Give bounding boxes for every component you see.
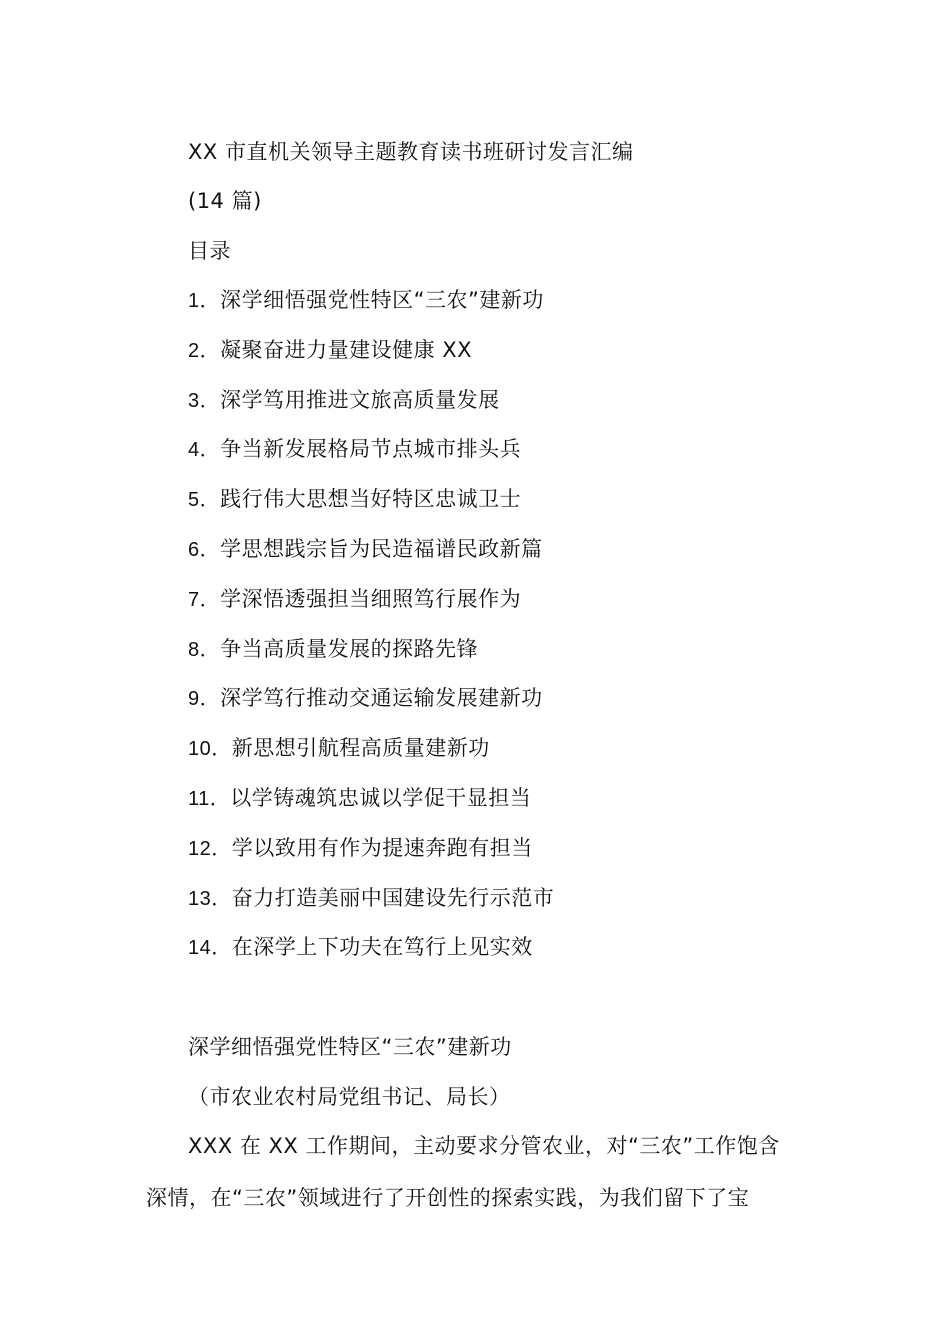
document-title: XX 市直机关领导主题教育读书班研讨发言汇编	[188, 140, 634, 164]
toc-item-text: 凝聚奋进力量建设健康 XX	[220, 337, 473, 362]
toc-item-number: 5．	[188, 489, 221, 512]
article-title: 深学细悟强党性特区“三农”建新功	[188, 1035, 512, 1059]
toc-item-text: 学深悟透强担当细照笃行展作为	[220, 586, 522, 611]
toc-item-number: 9．	[188, 688, 221, 711]
paragraph-line: XXX 在 XX 工作期间，主动要求分管农业，对“三农”工作饱含	[188, 1134, 780, 1158]
toc-heading: 目录	[188, 239, 231, 263]
article-count: (14 篇)	[188, 189, 262, 213]
toc-item-number: 2．	[188, 339, 221, 362]
toc-item-text: 践行伟大思想当好特区忠诚卫士	[220, 487, 522, 512]
toc-item[interactable]	[188, 884, 554, 934]
toc-item-number: 1．	[188, 290, 221, 312]
toc-item[interactable]	[188, 435, 554, 485]
toc-item-text: 深学细悟强党性特区“三农”建新功	[220, 288, 544, 312]
toc-item[interactable]	[188, 684, 554, 734]
toc-item-number: 11．	[188, 787, 231, 810]
toc-item[interactable]	[188, 585, 554, 635]
toc-item-number: 4．	[188, 439, 221, 462]
toc-item[interactable]	[188, 286, 554, 336]
toc-item-text: 奋力打造美丽中国建设先行示范市	[231, 885, 555, 910]
toc-item-number: 12．	[188, 837, 232, 860]
toc-item-number: 8．	[188, 638, 221, 661]
paragraph-line: 深情，在“三农”领域进行了开创性的探索实践，为我们留下了宝	[146, 1186, 750, 1210]
toc-item[interactable]	[188, 933, 554, 983]
toc-item[interactable]	[188, 485, 554, 535]
toc-item-text: 以学铸魂筑忠诚以学促干显担当	[230, 785, 532, 810]
toc-item-text: 在深学上下功夫在笃行上见实效	[231, 935, 533, 960]
article-author: （市农业农村局党组书记、局长）	[188, 1085, 511, 1109]
table-of-contents	[188, 286, 554, 983]
toc-item[interactable]	[188, 784, 554, 834]
toc-item-number: 3．	[188, 389, 221, 412]
toc-item-text: 学思想践宗旨为民造福谱民政新篇	[220, 536, 543, 561]
toc-item[interactable]	[188, 834, 554, 884]
toc-item-number: 10．	[188, 738, 232, 761]
toc-item-text: 深学笃用推进文旅高质量发展	[220, 387, 500, 412]
toc-item[interactable]	[188, 386, 554, 436]
toc-item-number: 13．	[188, 887, 232, 910]
toc-item[interactable]	[188, 635, 554, 685]
toc-item-number: 6．	[188, 538, 221, 561]
toc-item-number: 7．	[188, 588, 221, 611]
toc-item-text: 争当高质量发展的探路先锋	[220, 636, 479, 661]
toc-item-text: 争当新发展格局节点城市排头兵	[220, 437, 522, 462]
toc-item-text: 学以致用有作为提速奔跑有担当	[231, 835, 533, 860]
toc-item-text: 深学笃行推动交通运输发展建新功	[220, 686, 543, 711]
toc-item[interactable]	[188, 734, 554, 784]
toc-item[interactable]	[188, 336, 554, 386]
toc-item[interactable]	[188, 535, 554, 585]
toc-item-text: 新思想引航程高质量建新功	[231, 736, 490, 761]
toc-item-number: 14．	[188, 937, 232, 960]
